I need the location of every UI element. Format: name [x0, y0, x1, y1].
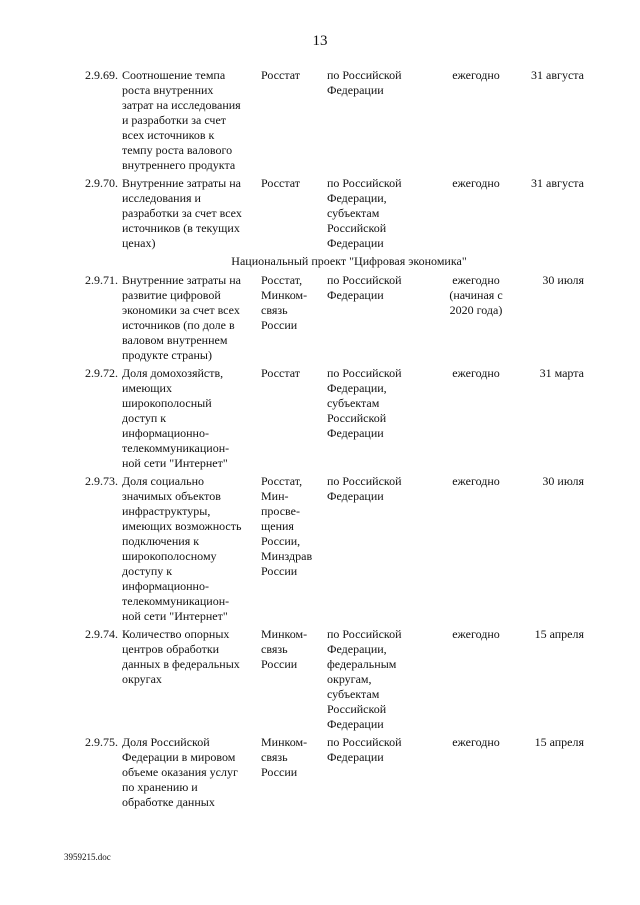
indicator-level-line: Федерации [327, 426, 384, 440]
indicator-period-line: ежегодно [452, 68, 500, 82]
indicator-name-line: Доля Российской [122, 735, 210, 749]
rows-group-before [74, 68, 584, 251]
indicator-level-line: по Российской [327, 735, 402, 749]
indicator-period-line: ежегодно [452, 176, 500, 190]
indicator-name-line: разработки за счет всех [122, 206, 242, 220]
indicator-name-line: ной сети "Интернет" [122, 456, 228, 470]
indicator-level-line: федеральным [327, 657, 397, 671]
indicator-name-line: и разработки за счет [122, 113, 227, 127]
indicator-level-line: по Российской [327, 627, 402, 641]
indicator-source [261, 176, 327, 191]
indicator-source [261, 68, 327, 83]
indicator-name [122, 735, 261, 810]
indicator-name-line: Доля социально [122, 474, 205, 488]
indicator-level-line: Российской [327, 221, 387, 235]
indicator-name [122, 273, 261, 363]
indicator-name-line: имеющих [122, 381, 172, 395]
indicator-source [261, 366, 327, 381]
indicator-name-line: доступ к [122, 411, 167, 425]
indicator-period-line: ежегодно [452, 366, 500, 380]
indicator-level [327, 735, 439, 765]
indicator-level-line: субъектам [327, 687, 380, 701]
indicator-period-line: ежегодно [452, 627, 500, 641]
indicator-date [513, 273, 586, 288]
indicator-name-line: объеме оказания услуг [122, 765, 238, 779]
indicator-date [513, 68, 586, 83]
indicator-source-line: Минком- [261, 735, 308, 749]
indicator-period [439, 68, 513, 83]
table-row [74, 273, 584, 363]
indicator-date-line: 31 августа [531, 68, 584, 82]
table-row [74, 474, 584, 624]
indicator-source-line: Росстат [261, 68, 300, 82]
indicator-source-line: Росстат, [261, 273, 303, 287]
indicator-level [327, 273, 439, 303]
indicator-name-line: телекоммуникацион- [122, 594, 230, 608]
indicator-name-line: Количество опорных [122, 627, 230, 641]
indicator-source-line: России [261, 765, 298, 779]
indicator-date-line: 31 марта [539, 366, 584, 380]
indicator-number: 2.9.71. [85, 273, 118, 287]
indicator-name-line: доступу к [122, 564, 173, 578]
indicator-name [122, 68, 261, 173]
indicator-name-line: телекоммуникацион- [122, 441, 230, 455]
indicator-source-line: связь [261, 642, 288, 656]
indicator-level-line: Федерации [327, 236, 384, 250]
indicator-level-line: субъектам [327, 206, 380, 220]
indicator-level-line: округам, [327, 672, 372, 686]
indicator-name-line: Внутренние затраты на [122, 273, 241, 287]
indicator-name-line: Соотношение темпа [122, 68, 226, 82]
indicator-name [122, 366, 261, 471]
indicator-period [439, 176, 513, 191]
indicator-level-line: Федерации [327, 750, 384, 764]
indicator-name-line: источников (в текущих [122, 221, 240, 235]
indicator-date-line: 15 апреля [534, 735, 584, 749]
indicator-source [261, 474, 327, 579]
indicator-date [513, 627, 586, 642]
indicator-name-line: центров обработки [122, 642, 220, 656]
indicator-name-line: исследования и [122, 191, 201, 205]
indicator-date [513, 366, 586, 381]
indicator-level [327, 366, 439, 441]
indicator-name-line: валовом внутреннем [122, 333, 228, 347]
indicator-period-line: ежегодно [452, 474, 500, 488]
indicator-source-line: связь [261, 303, 288, 317]
indicator-name-line: значимых объектов [122, 489, 221, 503]
rows-group-after [74, 273, 584, 810]
table-row [74, 366, 584, 471]
footer-file-name: 3959215.doc [64, 852, 111, 862]
indicator-name-line: роста внутренних [122, 83, 214, 97]
indicator-name-line: развитие цифровой [122, 288, 221, 302]
indicator-date-line: 30 июля [542, 474, 584, 488]
indicator-level-line: Российской [327, 411, 387, 425]
indicator-name-line: внутреннего продукта [122, 158, 236, 172]
indicator-source-line: Мин- [261, 489, 289, 503]
indicator-date-line: 30 июля [542, 273, 584, 287]
indicator-name-line: информационно- [122, 579, 209, 593]
indicator-number: 2.9.73. [85, 474, 118, 488]
indicator-name-line: инфраструктуры, [122, 504, 211, 518]
indicator-level-line: по Российской [327, 176, 402, 190]
indicator-period [439, 627, 513, 642]
indicator-period-line: ежегодно [452, 735, 500, 749]
indicator-date-line: 15 апреля [534, 627, 584, 641]
indicator-level-line: Федерации [327, 489, 384, 503]
indicator-name-line: темпу роста валового [122, 143, 233, 157]
indicator-level-line: по Российской [327, 366, 402, 380]
indicator-level-line: Федерации, [327, 642, 387, 656]
indicator-number: 2.9.75. [85, 735, 118, 749]
indicator-source-line: просве- [261, 504, 300, 518]
indicator-name-line: широкополосному [122, 549, 217, 563]
indicator-name-line: подключения к [122, 534, 200, 548]
indicator-source [261, 273, 327, 333]
page-number: 13 [312, 33, 328, 49]
indicator-level-line: по Российской [327, 474, 402, 488]
indicator-name-line: ценах) [122, 236, 156, 250]
indicator-period [439, 366, 513, 381]
indicator-source-line: России [261, 657, 298, 671]
table-row [74, 68, 584, 173]
indicator-period [439, 273, 513, 318]
indicator-level [327, 68, 439, 98]
table-row [74, 176, 584, 251]
indicator-number: 2.9.72. [85, 366, 118, 380]
indicator-number: 2.9.70. [85, 176, 118, 190]
indicator-level-line: по Российской [327, 273, 402, 287]
indicator-name-line: имеющих возможность [122, 519, 242, 533]
indicator-name-line: экономики за счет всех [122, 303, 240, 317]
indicator-name-line: Федерации в мировом [122, 750, 236, 764]
indicator-date [513, 474, 586, 489]
indicator-period [439, 474, 513, 489]
indicator-name-line: ной сети "Интернет" [122, 609, 228, 623]
indicator-source-line: Минком- [261, 627, 308, 641]
indicator-table [74, 68, 584, 813]
indicator-level [327, 627, 439, 732]
indicator-name-line: источников (по доле в [122, 318, 235, 332]
indicator-name-line: обработке данных [122, 795, 215, 809]
indicator-name-line: информационно- [122, 426, 209, 440]
indicator-source-line: Росстат [261, 176, 300, 190]
indicator-source-line: Росстат, [261, 474, 303, 488]
indicator-level-line: Федерации [327, 83, 384, 97]
indicator-period-line: 2020 года) [449, 303, 503, 317]
indicator-date-line: 31 августа [531, 176, 584, 190]
indicator-source-line: щения [261, 519, 294, 533]
indicator-date [513, 735, 586, 750]
table-row [74, 627, 584, 732]
indicator-source [261, 735, 327, 780]
indicator-name-line: Внутренние затраты на [122, 176, 241, 190]
indicator-level-line: Федерации [327, 288, 384, 302]
indicator-number: 2.9.69. [85, 68, 118, 82]
indicator-number: 2.9.74. [85, 627, 118, 641]
indicator-period-line: ежегодно [452, 273, 500, 287]
indicator-name-line: по хранению и [122, 780, 198, 794]
indicator-name-line: данных в федеральных [122, 657, 240, 671]
indicator-source-line: Росстат [261, 366, 300, 380]
indicator-source-line: России, [261, 534, 301, 548]
indicator-source-line: Минздрав [261, 549, 313, 563]
indicator-level-line: Российской [327, 702, 387, 716]
indicator-name [122, 176, 261, 251]
indicator-name-line: всех источников к [122, 128, 215, 142]
indicator-name-line: округах [122, 672, 162, 686]
indicator-level [327, 176, 439, 251]
indicator-name-line: Доля домохозяйств, [122, 366, 224, 380]
indicator-level-line: по Российской [327, 68, 402, 82]
indicator-source-line: связь [261, 750, 288, 764]
section-title: Национальный проект "Цифровая экономика" [231, 254, 467, 268]
indicator-level [327, 474, 439, 504]
table-row [74, 735, 584, 810]
indicator-level-line: Федерации, [327, 191, 387, 205]
indicator-name-line: затрат на исследования [122, 98, 241, 112]
indicator-source-line: Минком- [261, 288, 308, 302]
indicator-period-line: (начиная с [449, 288, 503, 302]
indicator-name [122, 627, 261, 687]
indicator-date [513, 176, 586, 191]
indicator-name-line: широкополосный [122, 396, 212, 410]
indicator-source [261, 627, 327, 672]
indicator-level-line: субъектам [327, 396, 380, 410]
indicator-level-line: Федерации [327, 717, 384, 731]
indicator-name [122, 474, 261, 624]
indicator-period [439, 735, 513, 750]
indicator-source-line: России [261, 318, 298, 332]
indicator-level-line: Федерации, [327, 381, 387, 395]
indicator-name-line: продукте страны) [122, 348, 212, 362]
indicator-source-line: России [261, 564, 298, 578]
